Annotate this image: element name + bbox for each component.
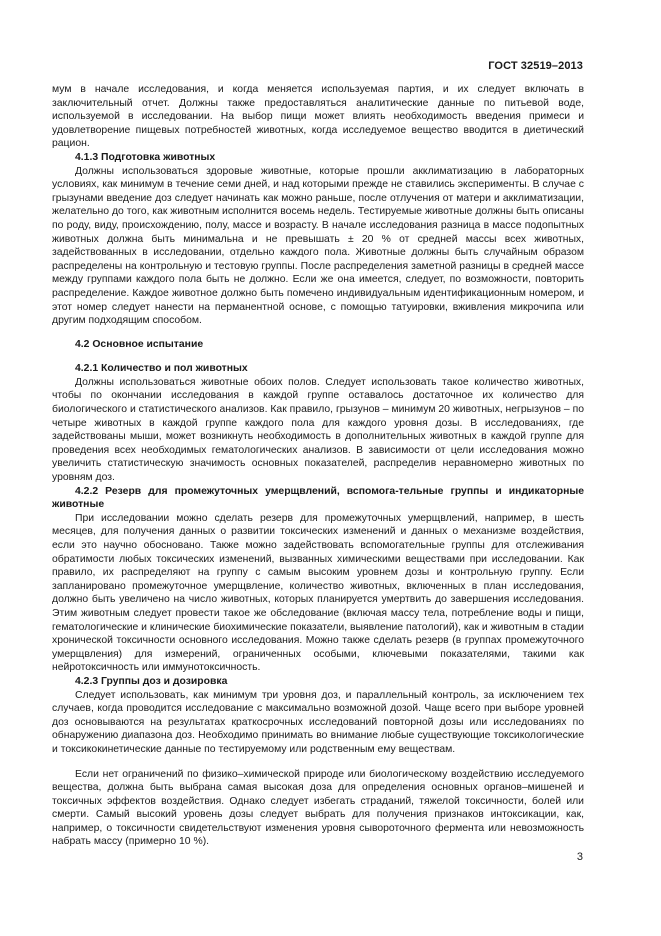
heading-4-2-2: 4.2.2 Резерв для промежуточных умерщвлений, вспомога-тельные группы и индикаторные животные <box>52 485 584 511</box>
heading-4-2-1: 4.2.1 Количество и пол животных <box>75 363 248 375</box>
page-number: 3 <box>576 851 583 863</box>
heading-4-2-3: 4.2.3 Группы доз и дозировка <box>75 675 228 687</box>
paragraph-4-2-3-b: Если нет ограничений по физико–химической природе или биологическому воздействию исследуемого вещества, должна быть выбрана самая высокая доза для определения основных органов–мишеней и токсичных эффектов воздействия. Однако следует избегать страданий, тяжелой токсичности, болей или смерти. Самый высокий уровень дозы следует выбрать для получения признаков интоксикации, как, например, о токсичности свидетельствуют изменения уровня сывороточного фермента или невозможность набрать массу (примерно 10 %). <box>52 768 584 848</box>
document-header: ГОСТ 32519–2013 <box>488 60 583 72</box>
paragraph-intro: мум в начале исследования, и когда меняется используемая партия, и их следует включать в заключительный отчет. Должны также предоставляться аналитические данные по питьевой воде, используемой в исследовании. На выбор пищи может влиять необходимость введения примеси и удовлетворение пищевых потребностей животных, когда исследуемое вещество вводится в диетический рацион. <box>52 84 584 150</box>
paragraph-4-2-2: При исследовании можно сделать резерв для промежуточных умерщвлений, например, в шесть месяцев, для получения данных о развитии токсических изменений и данных о механизме воздействия, если это научно обосновано. Также можно задействовать вспомогательные группы для отслеживания обратимости любых токсических изменений, вызванных химическими веществами при исследовании. Как правило, их распределяют на группу с самым высоким уровнем дозы и контрольную группу. Если запланировано промежуточное умерщвление, количество животных, включенных в план исследования, должно быть увеличено на число животных, которых планируется умертвить до завершения исследования. Этим животным следует провести такое же обследование (включая массу тела, потребление воды и пищи, гематологические и клинические биохимические показатели, выявление патологий), как и животным в стадии хронической токсичности основного исследования. Можно также сделать резерв (в группах промежуточного умерщвления) для измерений, ограниченных особыми, ключевыми показателями, такими как нейротоксичность или иммунотоксичность. <box>52 512 584 674</box>
document-body <box>52 83 584 849</box>
paragraph-4-1-3: Должны использоваться здоровые животные, которые прошли акклиматизацию в лабораторных условиях, как минимум в течение семи дней, и над которыми прежде не ставились эксперименты. В случае с грызунами введение доз следует начинать как можно раньше, после отлучения от матери и акклиматизации, желательно до того, как животным исполнится восемь недель. Тестируемые животные должны быть описаны по роду, виду, происхождению, полу, массе и возрасту. В начале исследования разница в массе подопытных животных должна быть минимальна и не превышать ± 20 % от средней массы всех животных, задействованных в исследовании, отдельно каждого пола. Животные должны быть случайным образом распределены на контрольную и тестовую группы. После распределения заметной разницы в средней массе между группами каждого пола быть не должно. Если же она имеется, следует, по возможности, повторить распределение. Каждое животное должно быть помечено индивидуальным идентификационным номером, и этот номер следует нанести на перманентной основе, с помощью татуировки, вживления микрочипа или другим подходящим способом. <box>52 165 584 327</box>
heading-4-1-3: 4.1.3 Подготовка животных <box>75 151 216 163</box>
paragraph-4-2-1: Должны использоваться животные обоих полов. Следует использовать такое количество животных, чтобы по окончании исследования в каждой группе оставалось достаточное их количество для биологического и статистического анализов. Как правило, грызунов – минимум 20 животных, негрызунов – по четыре животных в каждой группе каждого пола для каждого уровня дозы. В исследованиях, где задействованы мыши, может возникнуть необходимость в дополнительных животных в каждой группе для проведения всех необходимых гематологических анализов. В зависимости от цели исследования можно увеличить статистическую значимость основных показателей, распределив неравномерно животных по уровням доз. <box>52 376 584 484</box>
heading-4-2: 4.2 Основное испытание <box>75 338 204 350</box>
paragraph-4-2-3-a: Следует использовать, как минимум три уровня доз, и параллельный контроль, за исключением тех случаев, когда проводится исследование с максимально возможной дозой. Чаще всего при выборе уровней доз основываются на результатах краткосрочных исследований повторной дозы или исследованиях по обнаружению диапазона доз. Необходимо принимать во внимание любые существующие токсикологические и токсикокинетические данные по тестируемому или родственным ему веществам. <box>52 689 584 755</box>
